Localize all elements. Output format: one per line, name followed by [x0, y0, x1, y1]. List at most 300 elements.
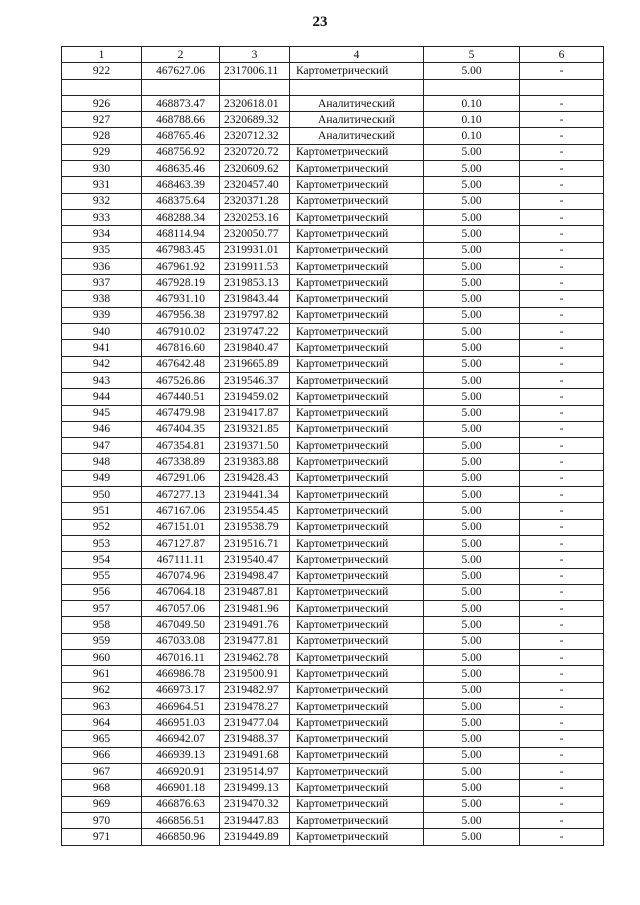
accuracy-cell: 5.00 [424, 535, 520, 551]
accuracy-cell: 5.00 [424, 764, 520, 780]
table-row [62, 161, 604, 177]
method-cell: Картометрический [290, 666, 424, 682]
x-coordinate-cell: 467057.06 [142, 601, 220, 617]
point-number-cell: 952 [62, 519, 142, 535]
y-coordinate-cell: 2319911.53 [220, 258, 290, 274]
note-cell: - [520, 144, 604, 160]
table-row [62, 63, 604, 79]
accuracy-cell: 5.00 [424, 747, 520, 763]
point-number-cell: 948 [62, 454, 142, 470]
x-coordinate-cell: 468463.39 [142, 177, 220, 193]
x-coordinate-cell: 467983.45 [142, 242, 220, 258]
point-number-cell: 960 [62, 649, 142, 665]
y-coordinate-cell: 2320712.32 [220, 128, 290, 144]
y-coordinate-cell: 2320689.32 [220, 112, 290, 128]
point-number-cell: 957 [62, 601, 142, 617]
point-number-cell: 968 [62, 780, 142, 796]
y-coordinate-cell: 2320618.01 [220, 95, 290, 111]
note-cell: - [520, 617, 604, 633]
y-coordinate-cell: 2319488.37 [220, 731, 290, 747]
method-cell: Картометрический [290, 389, 424, 405]
y-coordinate-cell: 2319478.27 [220, 698, 290, 714]
x-coordinate-cell: 468788.66 [142, 112, 220, 128]
method-cell: Картометрический [290, 356, 424, 372]
x-coordinate-cell: 468873.47 [142, 95, 220, 111]
point-number-cell: 936 [62, 258, 142, 274]
accuracy-cell: 5.00 [424, 454, 520, 470]
x-coordinate-cell: 467111.11 [142, 552, 220, 568]
x-coordinate-cell: 467910.02 [142, 324, 220, 340]
accuracy-cell [424, 79, 520, 95]
table-row [62, 421, 604, 437]
note-cell: - [520, 161, 604, 177]
accuracy-cell: 5.00 [424, 324, 520, 340]
point-number-cell: 949 [62, 470, 142, 486]
method-cell: Картометрический [290, 617, 424, 633]
y-coordinate-cell: 2319477.81 [220, 633, 290, 649]
note-cell: - [520, 503, 604, 519]
x-coordinate-cell: 466986.78 [142, 666, 220, 682]
accuracy-cell: 5.00 [424, 470, 520, 486]
point-number-cell: 961 [62, 666, 142, 682]
accuracy-cell: 5.00 [424, 503, 520, 519]
table-row [62, 829, 604, 845]
table-row [62, 568, 604, 584]
y-coordinate-cell: 2319546.37 [220, 372, 290, 388]
table-row [62, 649, 604, 665]
table-row [62, 470, 604, 486]
table-row [62, 535, 604, 551]
table-row [62, 372, 604, 388]
table-row [62, 519, 604, 535]
method-cell: Картометрический [290, 601, 424, 617]
point-number-cell: 941 [62, 340, 142, 356]
table-row [62, 747, 604, 763]
header-cell-6: 6 [520, 47, 604, 63]
note-cell: - [520, 535, 604, 551]
note-cell: - [520, 291, 604, 307]
table-row [62, 112, 604, 128]
method-cell: Картометрический [290, 226, 424, 242]
accuracy-cell: 5.00 [424, 715, 520, 731]
method-cell: Картометрический [290, 324, 424, 340]
x-coordinate-cell: 467074.96 [142, 568, 220, 584]
point-number-cell: 964 [62, 715, 142, 731]
y-coordinate-cell: 2319428.43 [220, 470, 290, 486]
point-number-cell: 930 [62, 161, 142, 177]
y-coordinate-cell: 2319447.83 [220, 812, 290, 828]
note-cell: - [520, 829, 604, 845]
point-number-cell: 969 [62, 796, 142, 812]
note-cell: - [520, 731, 604, 747]
note-cell: - [520, 601, 604, 617]
table-row [62, 764, 604, 780]
x-coordinate-cell: 468114.94 [142, 226, 220, 242]
table-body [62, 63, 604, 845]
accuracy-cell: 5.00 [424, 796, 520, 812]
y-coordinate-cell: 2320371.28 [220, 193, 290, 209]
method-cell: Картометрический [290, 161, 424, 177]
accuracy-cell: 0.10 [424, 95, 520, 111]
x-coordinate-cell: 468635.46 [142, 161, 220, 177]
y-coordinate-cell: 2319491.68 [220, 747, 290, 763]
x-coordinate-cell: 467956.38 [142, 307, 220, 323]
point-number-cell: 967 [62, 764, 142, 780]
point-number-cell: 953 [62, 535, 142, 551]
method-cell: Картометрический [290, 470, 424, 486]
header-cell-1: 1 [62, 47, 142, 63]
header-row [62, 47, 604, 63]
x-coordinate-cell: 467338.89 [142, 454, 220, 470]
accuracy-cell: 5.00 [424, 682, 520, 698]
method-cell: Картометрический [290, 682, 424, 698]
table-row [62, 715, 604, 731]
accuracy-cell: 5.00 [424, 63, 520, 79]
note-cell: - [520, 177, 604, 193]
note-cell: - [520, 112, 604, 128]
note-cell: - [520, 389, 604, 405]
note-cell: - [520, 698, 604, 714]
note-cell: - [520, 324, 604, 340]
x-coordinate-cell: 467151.01 [142, 519, 220, 535]
method-cell: Картометрический [290, 829, 424, 845]
table-row [62, 780, 604, 796]
method-cell [290, 79, 424, 95]
accuracy-cell: 0.10 [424, 112, 520, 128]
point-number-cell: 940 [62, 324, 142, 340]
table-row [62, 552, 604, 568]
accuracy-cell: 5.00 [424, 649, 520, 665]
point-number-cell: 951 [62, 503, 142, 519]
accuracy-cell: 5.00 [424, 568, 520, 584]
y-coordinate-cell: 2319470.32 [220, 796, 290, 812]
method-cell: Картометрический [290, 584, 424, 600]
point-number-cell: 950 [62, 487, 142, 503]
point-number-cell: 932 [62, 193, 142, 209]
point-number-cell [62, 79, 142, 95]
method-cell: Картометрический [290, 552, 424, 568]
coordinates-table [61, 46, 604, 846]
method-cell: Картометрический [290, 715, 424, 731]
x-coordinate-cell [142, 79, 220, 95]
y-coordinate-cell: 2319321.85 [220, 421, 290, 437]
x-coordinate-cell: 467440.51 [142, 389, 220, 405]
header-cell-4: 4 [290, 47, 424, 63]
table-row [62, 503, 604, 519]
method-cell: Картометрический [290, 454, 424, 470]
x-coordinate-cell: 467291.06 [142, 470, 220, 486]
accuracy-cell: 5.00 [424, 275, 520, 291]
y-coordinate-cell: 2319540.47 [220, 552, 290, 568]
point-number-cell: 938 [62, 291, 142, 307]
table-row [62, 454, 604, 470]
table-row [62, 633, 604, 649]
x-coordinate-cell: 467404.35 [142, 421, 220, 437]
x-coordinate-cell: 467642.48 [142, 356, 220, 372]
method-cell: Картометрический [290, 438, 424, 454]
method-cell: Картометрический [290, 258, 424, 274]
method-cell: Картометрический [290, 747, 424, 763]
header-cell-2: 2 [142, 47, 220, 63]
method-cell: Картометрический [290, 340, 424, 356]
note-cell: - [520, 438, 604, 454]
method-cell: Картометрический [290, 535, 424, 551]
y-coordinate-cell: 2319747.22 [220, 324, 290, 340]
point-number-cell: 929 [62, 144, 142, 160]
x-coordinate-cell: 467816.60 [142, 340, 220, 356]
accuracy-cell: 5.00 [424, 405, 520, 421]
method-cell: Картометрический [290, 209, 424, 225]
method-cell: Картометрический [290, 780, 424, 796]
note-cell: - [520, 487, 604, 503]
note-cell: - [520, 649, 604, 665]
method-cell: Картометрический [290, 291, 424, 307]
point-number-cell: 955 [62, 568, 142, 584]
accuracy-cell: 5.00 [424, 356, 520, 372]
accuracy-cell: 5.00 [424, 226, 520, 242]
y-coordinate-cell: 2319482.97 [220, 682, 290, 698]
note-cell: - [520, 715, 604, 731]
note-cell: - [520, 307, 604, 323]
accuracy-cell: 0.10 [424, 128, 520, 144]
accuracy-cell: 5.00 [424, 812, 520, 828]
accuracy-cell: 5.00 [424, 307, 520, 323]
table-row [62, 307, 604, 323]
note-cell: - [520, 275, 604, 291]
y-coordinate-cell: 2320720.72 [220, 144, 290, 160]
note-cell: - [520, 747, 604, 763]
point-number-cell: 926 [62, 95, 142, 111]
table-row [62, 405, 604, 421]
x-coordinate-cell: 466973.17 [142, 682, 220, 698]
note-cell: - [520, 63, 604, 79]
point-number-cell: 942 [62, 356, 142, 372]
y-coordinate-cell: 2319481.96 [220, 601, 290, 617]
method-cell: Картометрический [290, 193, 424, 209]
table-row [62, 209, 604, 225]
x-coordinate-cell: 466856.51 [142, 812, 220, 828]
x-coordinate-cell: 468756.92 [142, 144, 220, 160]
point-number-cell: 954 [62, 552, 142, 568]
x-coordinate-cell: 466964.51 [142, 698, 220, 714]
x-coordinate-cell: 467016.11 [142, 649, 220, 665]
table-row [62, 144, 604, 160]
note-cell: - [520, 682, 604, 698]
method-cell: Картометрический [290, 568, 424, 584]
method-cell: Картометрический [290, 63, 424, 79]
table-row [62, 796, 604, 812]
accuracy-cell: 5.00 [424, 372, 520, 388]
point-number-cell: 935 [62, 242, 142, 258]
note-cell: - [520, 796, 604, 812]
y-coordinate-cell: 2317006.11 [220, 63, 290, 79]
x-coordinate-cell: 466850.96 [142, 829, 220, 845]
point-number-cell: 956 [62, 584, 142, 600]
point-number-cell: 971 [62, 829, 142, 845]
point-number-cell: 965 [62, 731, 142, 747]
point-number-cell: 963 [62, 698, 142, 714]
accuracy-cell: 5.00 [424, 161, 520, 177]
note-cell [520, 79, 604, 95]
method-cell: Картометрический [290, 764, 424, 780]
method-cell: Картометрический [290, 487, 424, 503]
note-cell: - [520, 454, 604, 470]
method-cell: Картометрический [290, 698, 424, 714]
x-coordinate-cell: 467627.06 [142, 63, 220, 79]
method-cell: Картометрический [290, 372, 424, 388]
accuracy-cell: 5.00 [424, 389, 520, 405]
method-cell: Картометрический [290, 275, 424, 291]
y-coordinate-cell: 2319665.89 [220, 356, 290, 372]
table-row [62, 226, 604, 242]
accuracy-cell: 5.00 [424, 617, 520, 633]
x-coordinate-cell: 467127.87 [142, 535, 220, 551]
table-row [62, 193, 604, 209]
table-row [62, 356, 604, 372]
y-coordinate-cell: 2319500.91 [220, 666, 290, 682]
y-coordinate-cell: 2319383.88 [220, 454, 290, 470]
table-row [62, 487, 604, 503]
y-coordinate-cell: 2319449.89 [220, 829, 290, 845]
x-coordinate-cell: 466951.03 [142, 715, 220, 731]
y-coordinate-cell: 2319554.45 [220, 503, 290, 519]
accuracy-cell: 5.00 [424, 780, 520, 796]
point-number-cell: 933 [62, 209, 142, 225]
table-row [62, 617, 604, 633]
y-coordinate-cell: 2320609.62 [220, 161, 290, 177]
point-number-cell: 945 [62, 405, 142, 421]
table-row [62, 682, 604, 698]
note-cell: - [520, 812, 604, 828]
table-row [62, 128, 604, 144]
accuracy-cell: 5.00 [424, 340, 520, 356]
x-coordinate-cell: 468765.46 [142, 128, 220, 144]
method-cell: Картометрический [290, 177, 424, 193]
note-cell: - [520, 209, 604, 225]
table-row [62, 389, 604, 405]
note-cell: - [520, 372, 604, 388]
header-cell-5: 5 [424, 47, 520, 63]
note-cell: - [520, 666, 604, 682]
x-coordinate-cell: 467961.92 [142, 258, 220, 274]
method-cell: Аналитический [290, 112, 424, 128]
point-number-cell: 958 [62, 617, 142, 633]
y-coordinate-cell: 2320050.77 [220, 226, 290, 242]
method-cell: Картометрический [290, 812, 424, 828]
x-coordinate-cell: 466920.91 [142, 764, 220, 780]
point-number-cell: 944 [62, 389, 142, 405]
note-cell: - [520, 193, 604, 209]
y-coordinate-cell: 2320457.40 [220, 177, 290, 193]
accuracy-cell: 5.00 [424, 258, 520, 274]
accuracy-cell: 5.00 [424, 633, 520, 649]
accuracy-cell: 5.00 [424, 584, 520, 600]
table-row [62, 291, 604, 307]
y-coordinate-cell: 2319441.34 [220, 487, 290, 503]
note-cell: - [520, 568, 604, 584]
method-cell: Картометрический [290, 503, 424, 519]
note-cell: - [520, 95, 604, 111]
accuracy-cell: 5.00 [424, 209, 520, 225]
y-coordinate-cell: 2319371.50 [220, 438, 290, 454]
table-row [62, 584, 604, 600]
table-row [62, 95, 604, 111]
accuracy-cell: 5.00 [424, 291, 520, 307]
note-cell: - [520, 242, 604, 258]
page-number: 23 [312, 14, 328, 30]
x-coordinate-cell: 467931.10 [142, 291, 220, 307]
point-number-cell: 928 [62, 128, 142, 144]
y-coordinate-cell: 2319840.47 [220, 340, 290, 356]
table-row [62, 275, 604, 291]
y-coordinate-cell: 2319477.04 [220, 715, 290, 731]
table-row [62, 324, 604, 340]
method-cell: Картометрический [290, 307, 424, 323]
y-coordinate-cell: 2319516.71 [220, 535, 290, 551]
table-row [62, 242, 604, 258]
point-number-cell: 959 [62, 633, 142, 649]
table-row [62, 79, 604, 95]
header-cell-3: 3 [220, 47, 290, 63]
x-coordinate-cell: 467033.08 [142, 633, 220, 649]
y-coordinate-cell: 2319797.82 [220, 307, 290, 323]
note-cell: - [520, 356, 604, 372]
x-coordinate-cell: 467479.98 [142, 405, 220, 421]
table-row [62, 601, 604, 617]
accuracy-cell: 5.00 [424, 438, 520, 454]
table-row [62, 340, 604, 356]
point-number-cell: 966 [62, 747, 142, 763]
y-coordinate-cell: 2319459.02 [220, 389, 290, 405]
y-coordinate-cell [220, 79, 290, 95]
note-cell: - [520, 552, 604, 568]
accuracy-cell: 5.00 [424, 519, 520, 535]
x-coordinate-cell: 467049.50 [142, 617, 220, 633]
method-cell: Картометрический [290, 144, 424, 160]
y-coordinate-cell: 2320253.16 [220, 209, 290, 225]
note-cell: - [520, 584, 604, 600]
point-number-cell: 922 [62, 63, 142, 79]
note-cell: - [520, 128, 604, 144]
y-coordinate-cell: 2319514.97 [220, 764, 290, 780]
accuracy-cell: 5.00 [424, 144, 520, 160]
note-cell: - [520, 258, 604, 274]
x-coordinate-cell: 468375.64 [142, 193, 220, 209]
point-number-cell: 962 [62, 682, 142, 698]
accuracy-cell: 5.00 [424, 193, 520, 209]
point-number-cell: 927 [62, 112, 142, 128]
method-cell: Картометрический [290, 649, 424, 665]
x-coordinate-cell: 466901.18 [142, 780, 220, 796]
point-number-cell: 947 [62, 438, 142, 454]
note-cell: - [520, 340, 604, 356]
note-cell: - [520, 633, 604, 649]
method-cell: Картометрический [290, 405, 424, 421]
y-coordinate-cell: 2319487.81 [220, 584, 290, 600]
table-row [62, 731, 604, 747]
x-coordinate-cell: 466942.07 [142, 731, 220, 747]
accuracy-cell: 5.00 [424, 487, 520, 503]
table-row [62, 258, 604, 274]
x-coordinate-cell: 467064.18 [142, 584, 220, 600]
accuracy-cell: 5.00 [424, 601, 520, 617]
x-coordinate-cell: 467928.19 [142, 275, 220, 291]
note-cell: - [520, 519, 604, 535]
x-coordinate-cell: 467526.86 [142, 372, 220, 388]
method-cell: Картометрический [290, 633, 424, 649]
point-number-cell: 943 [62, 372, 142, 388]
x-coordinate-cell: 467277.13 [142, 487, 220, 503]
